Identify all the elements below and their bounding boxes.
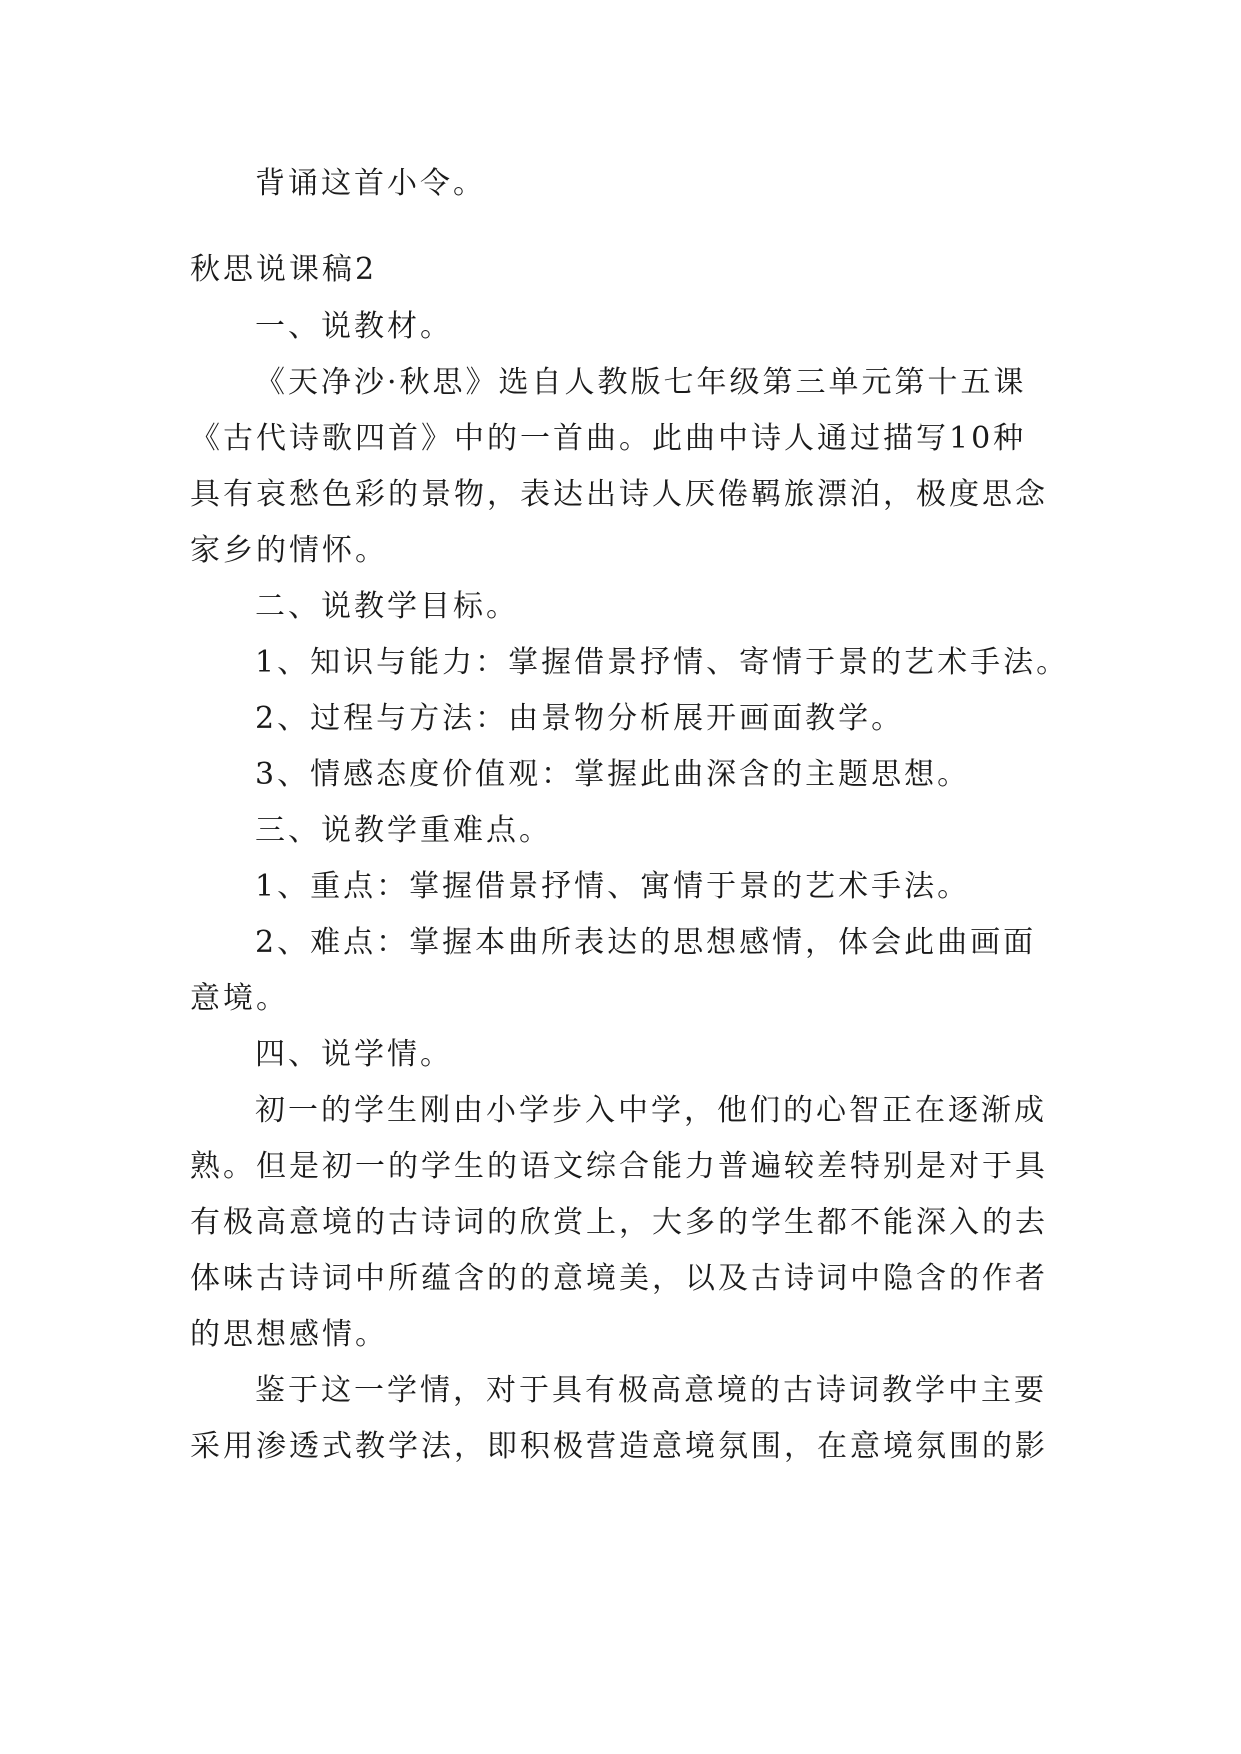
paragraph-line: 采用渗透式教学法，即积极营造意境氛围，在意境氛围的影 xyxy=(190,1429,1048,1464)
heading-students: 四、说学情。 xyxy=(255,1037,453,1072)
paragraph-line: 《天净沙·秋思》选自人教版七年级第三单元第十五课 xyxy=(255,365,1027,400)
paragraph-line: 家乡的情怀。 xyxy=(190,533,388,568)
paragraph-recite: 背诵这首小令。 xyxy=(255,166,486,201)
heading-objectives: 二、说教学目标。 xyxy=(255,589,519,624)
list-item: 3、情感态度价值观：掌握此曲深含的主题思想。 xyxy=(255,757,971,792)
paragraph-line: 熟。但是初一的学生的语文综合能力普遍较差特别是对于具 xyxy=(190,1149,1048,1184)
section-heading: 秋思说课稿2 xyxy=(190,252,378,287)
list-item: 2、过程与方法：由景物分析展开画面教学。 xyxy=(255,701,905,736)
paragraph-line: 初一的学生刚由小学步入中学，他们的心智正在逐渐成 xyxy=(255,1093,1047,1128)
paragraph-line: 的思想感情。 xyxy=(190,1317,388,1352)
paragraph-line: 鉴于这一学情，对于具有极高意境的古诗词教学中主要 xyxy=(255,1373,1047,1408)
heading-textbook: 一、说教材。 xyxy=(255,309,453,344)
paragraph-line: 意境。 xyxy=(190,981,289,1016)
list-item: 1、重点：掌握借景抒情、寓情于景的艺术手法。 xyxy=(255,869,971,904)
paragraph-line: 体味古诗词中所蕴含的的意境美，以及古诗词中隐含的作者 xyxy=(190,1261,1048,1296)
paragraph-line: 具有哀愁色彩的景物，表达出诗人厌倦羁旅漂泊，极度思念 xyxy=(190,477,1048,512)
list-item: 2、难点：掌握本曲所表达的思想感情，体会此曲画面 xyxy=(255,925,1037,960)
paragraph-line: 有极高意境的古诗词的欣赏上，大多的学生都不能深入的去 xyxy=(190,1205,1048,1240)
heading-key-points: 三、说教学重难点。 xyxy=(255,813,552,848)
paragraph-line: 《古代诗歌四首》中的一首曲。此曲中诗人通过描写10种 xyxy=(190,421,1027,456)
list-item: 1、知识与能力：掌握借景抒情、寄情于景的艺术手法。 xyxy=(255,645,1070,680)
